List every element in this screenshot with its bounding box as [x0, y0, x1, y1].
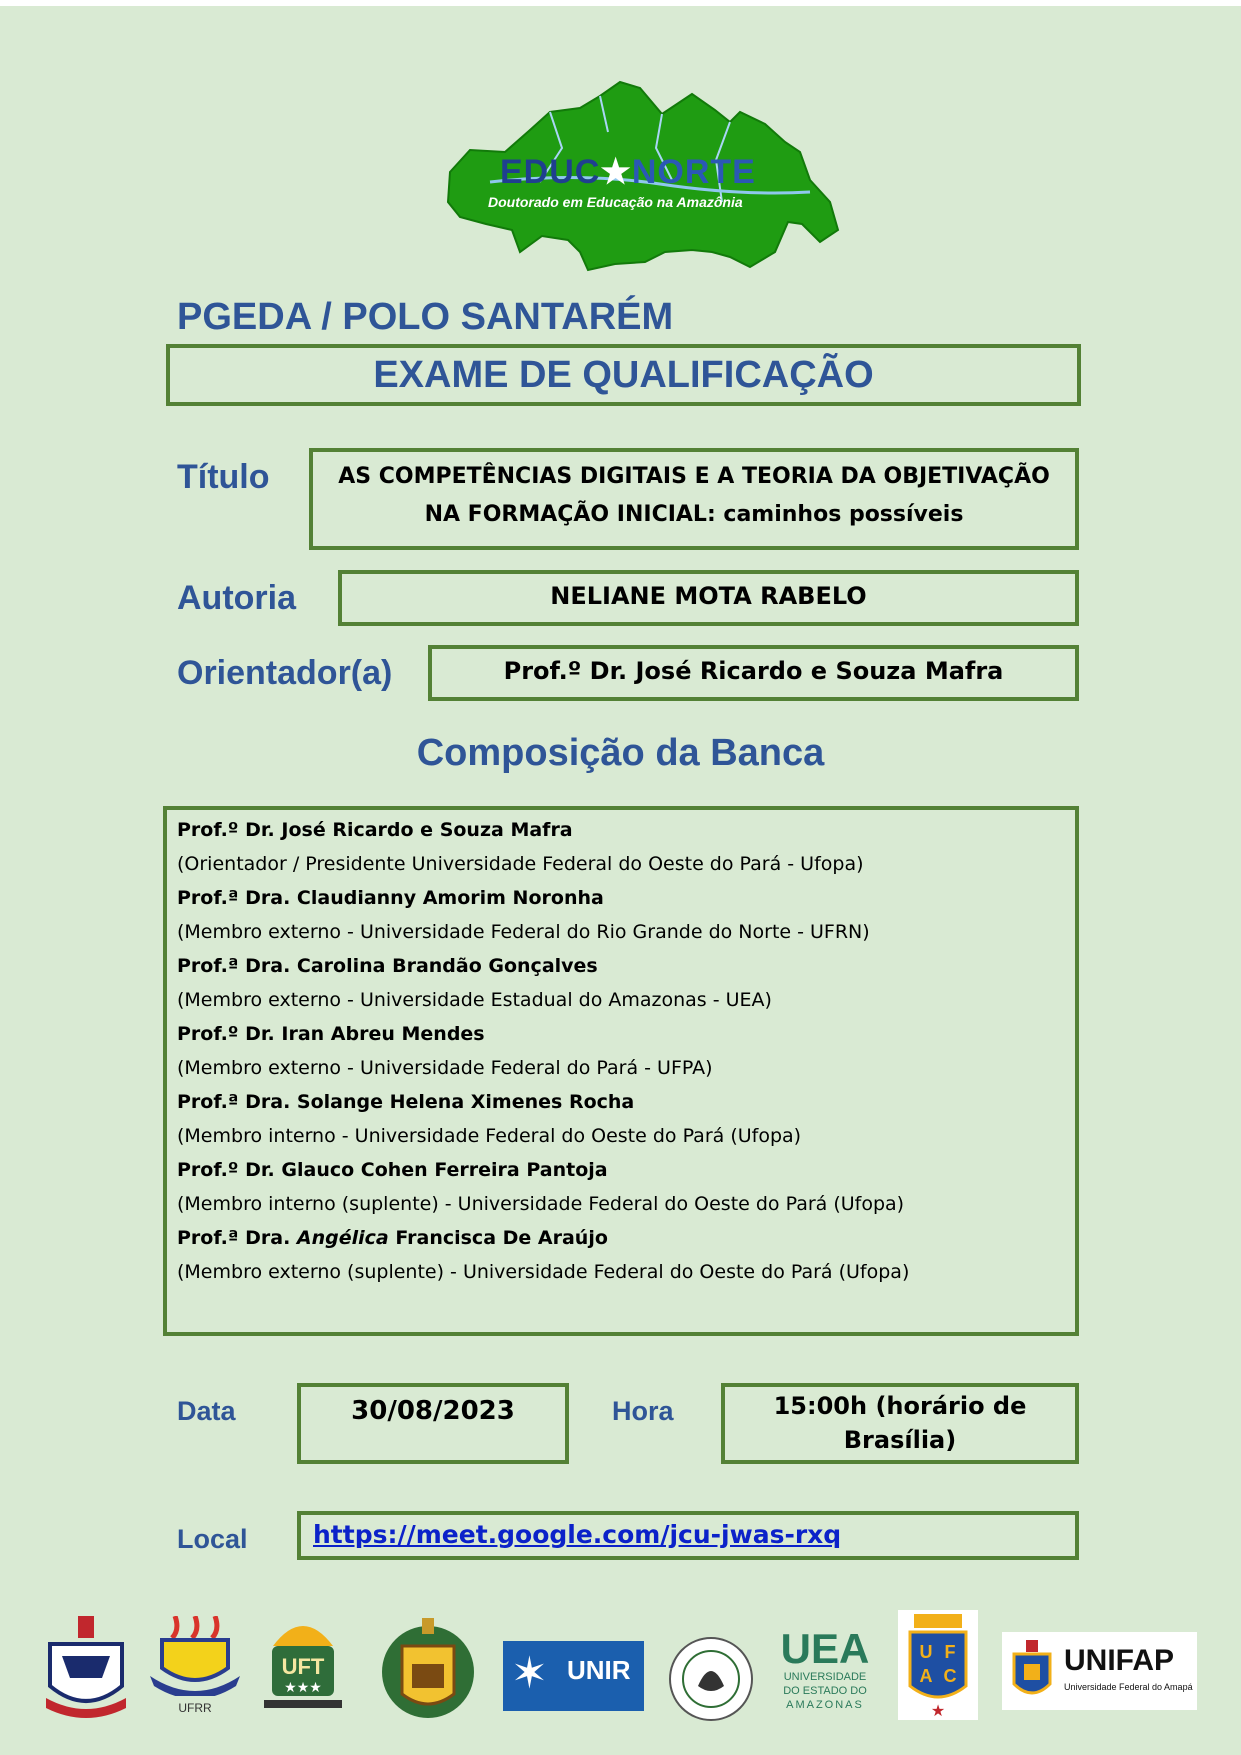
hora-box [721, 1383, 1079, 1464]
unifap-crest-icon [1010, 1640, 1054, 1702]
ufrr-logo [150, 1616, 240, 1724]
data-box [297, 1383, 569, 1464]
banca-member-role: (Membro externo - Universidade Estadual do Amazonas - UEA) [177, 989, 772, 1011]
svg-text:UFT: UFT [281, 1654, 325, 1679]
data-value: 30/08/2023 [351, 1396, 515, 1426]
banca-member-name: Prof.º Dr. José Ricardo e Souza Mafra [177, 819, 573, 841]
orientador-label: Orientador(a) [177, 654, 393, 692]
orientador-value: Prof.º Dr. José Ricardo e Souza Mafra [503, 657, 1004, 685]
data-label: Data [177, 1396, 236, 1426]
meeting-link[interactable]: https://meet.google.com/jcu-jwas-rxq [313, 1520, 842, 1549]
event-title: EXAME DE QUALIFICAÇÃO [373, 354, 874, 396]
banca-member-name: Prof.ª Dra. Carolina Brandão Gonçalves [177, 955, 598, 977]
banca-list [163, 806, 1079, 1336]
program-title: PGEDA / POLO SANTARÉM [177, 296, 674, 338]
hora-line1: 15:00h (horário de [773, 1392, 1027, 1420]
unifap-sublabel: Universidade Federal do Amapá [1064, 1682, 1193, 1692]
banca-member-role: (Membro interno (suplente) - Universidade Federal do Oeste do Pará (Ufopa) [177, 1193, 905, 1215]
hora-label: Hora [612, 1396, 674, 1426]
hora-line2: Brasília) [843, 1426, 957, 1454]
star-icon: ★ [600, 153, 632, 191]
ufopa-logo [378, 1616, 478, 1724]
uea-line3: AMAZONAS [786, 1699, 864, 1711]
poster-page [0, 6, 1241, 1755]
name-prefix: Prof.ª Dra. [177, 1227, 297, 1249]
titulo-line1: AS COMPETÊNCIAS DIGITAIS E A TEORIA DA OBJETIVAÇÃO [338, 464, 1050, 489]
autoria-value: NELIANE MOTA RABELO [550, 582, 867, 610]
unir-logo [503, 1641, 644, 1711]
uea-mark: UEA [780, 1625, 870, 1672]
unir-star-icon: ✶ [511, 1649, 548, 1698]
banca-member-role: (Membro externo - Universidade Federal do Pará - UFPA) [177, 1057, 713, 1079]
titulo-box [309, 448, 1079, 550]
uea-logo [775, 1625, 875, 1718]
banca-heading: Composição da Banca [416, 732, 825, 774]
svg-text:★: ★ [930, 1703, 946, 1720]
logo-wordmark: EDUC★NORTE [500, 153, 756, 191]
banca-member-role: (Membro interno - Universidade Federal do Oeste do Pará (Ufopa) [177, 1125, 802, 1147]
uea-line2: DO ESTADO DO [783, 1685, 867, 1697]
event-title-box [166, 344, 1081, 406]
banca-member-name [177, 1221, 1075, 1255]
uft-logo [258, 1616, 348, 1716]
banca-member-role: (Membro externo - Universidade Federal do Rio Grande do Norte - UFRN) [177, 921, 870, 943]
unifap-logo [1002, 1632, 1197, 1710]
ufac-logo [898, 1610, 978, 1720]
unifap-label: UNIFAP [1064, 1644, 1175, 1677]
banca-member-name: Prof.º Dr. Iran Abreu Mendes [177, 1023, 485, 1045]
name-suffix: Francisca De Araújo [388, 1227, 608, 1249]
ufac-letter: A [919, 1666, 933, 1686]
banca-member-name: Prof.ª Dra. Solange Helena Ximenes Rocha [177, 1091, 635, 1113]
svg-text:★★★: ★★★ [284, 1679, 322, 1695]
unifesspa-logo [668, 1636, 754, 1722]
ufpa-logo [42, 1616, 130, 1724]
ufac-letter: U [919, 1642, 933, 1662]
autoria-label: Autoria [177, 579, 296, 617]
banca-member-name: Prof.ª Dra. Claudianny Amorim Noronha [177, 887, 604, 909]
local-box [297, 1511, 1079, 1560]
banca-member-role: (Orientador / Presidente Universidade Federal do Oeste do Pará - Ufopa) [177, 853, 864, 875]
name-italic: Angélica [296, 1227, 389, 1249]
titulo-label: Título [177, 458, 270, 496]
educanorte-logo [430, 52, 870, 272]
uea-line1: UNIVERSIDADE [783, 1671, 867, 1683]
logo-tagline: Doutorado em Educação na Amazônia [488, 194, 743, 210]
ufac-letter: F [944, 1642, 956, 1662]
autoria-box [338, 570, 1079, 626]
ufac-letter: C [943, 1666, 957, 1686]
banca-member-name: Prof.º Dr. Glauco Cohen Ferreira Pantoja [177, 1159, 608, 1181]
titulo-line2: NA FORMAÇÃO INICIAL: caminhos possíveis [424, 502, 964, 527]
orientador-box [428, 645, 1079, 701]
banca-member-role: (Membro externo (suplente) - Universidade Federal do Oeste do Pará (Ufopa) [177, 1261, 910, 1283]
local-label: Local [177, 1524, 248, 1554]
ufrr-label: UFRR [178, 1701, 212, 1715]
unir-label: UNIR [567, 1655, 631, 1685]
